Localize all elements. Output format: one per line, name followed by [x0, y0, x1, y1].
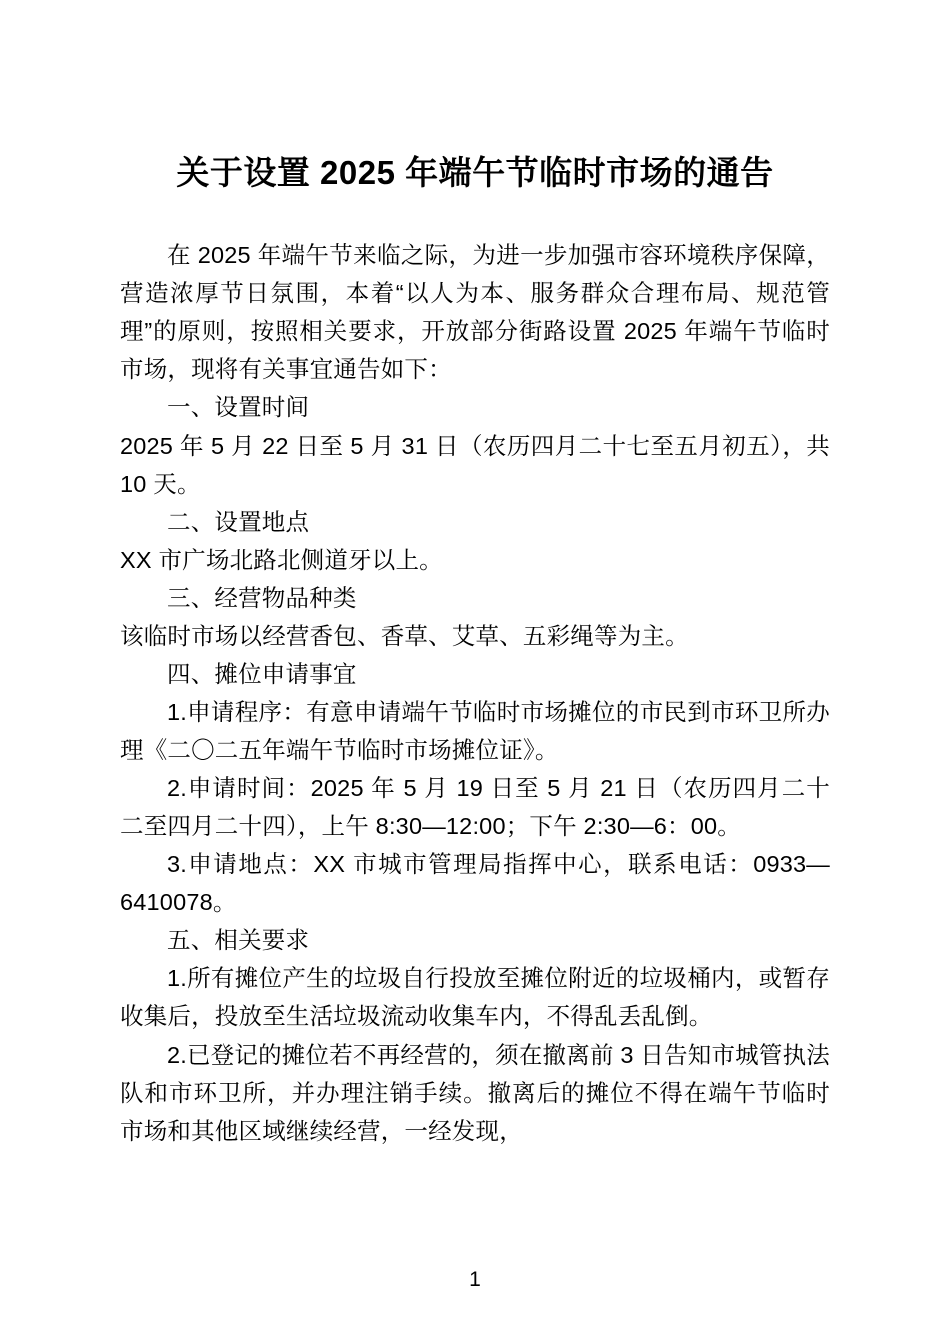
paragraph-time-detail: 2025 年 5 月 22 日至 5 月 31 日（农历四月二十七至五月初五），共 10 天。 [120, 432, 830, 497]
paragraph-goods-detail: 该临时市场以经营香包、香草、艾草、五彩绳等为主。 [120, 622, 689, 649]
paragraph-location-detail: XX 市广场北路北侧道牙以上。 [120, 546, 443, 573]
document-body [120, 236, 830, 1150]
paragraph-requirement-2: 2.已登记的摊位若不再经营的，须在撤离前 3 日告知市城管执法队和市环卫所，并办理注销手续。撤离后的摊位不得在端午节临时市场和其他区域继续经营，一经发现， [120, 1041, 830, 1144]
paragraph-intro: 在 2025 年端午节来临之际，为进一步加强市容环境秩序保障，营造浓厚节日氛围，本着“以人为本、服务群众合理布局、规范管理”的原则，按照相关要求，开放部分街路设置 2025 年端午节临时市场，现将有关事宜通告如下： [120, 242, 830, 383]
section-heading-application: 四、摊位申请事宜 [167, 660, 357, 687]
section-heading-location: 二、设置地点 [167, 508, 310, 535]
paragraph-requirement-1: 1.所有摊位产生的垃圾自行投放至摊位附近的垃圾桶内，或暂存收集后，投放至生活垃圾流动收集车内，不得乱丢乱倒。 [120, 965, 830, 1030]
section-heading-time: 一、设置时间 [167, 394, 310, 421]
section-heading-requirements: 五、相关要求 [167, 927, 310, 954]
paragraph-application-procedure: 1.申请程序：有意申请端午节临时市场摊位的市民到市环卫所办理《二〇二五年端午节临时市场摊位证》。 [120, 698, 830, 763]
paragraph-application-time: 2.申请时间：2025 年 5 月 19 日至 5 月 21 日（农历四月二十二至四月二十四），上午 8:30—12:00；下午 2:30—6：00。 [120, 775, 830, 840]
page-number: 1 [469, 1268, 481, 1291]
section-heading-goods: 三、经营物品种类 [167, 584, 357, 611]
document-title: 关于设置 2025 年端午节临时市场的通告 [176, 154, 774, 191]
paragraph-application-place: 3.申请地点：XX 市城市管理局指挥中心，联系电话：0933—6410078。 [120, 851, 830, 916]
